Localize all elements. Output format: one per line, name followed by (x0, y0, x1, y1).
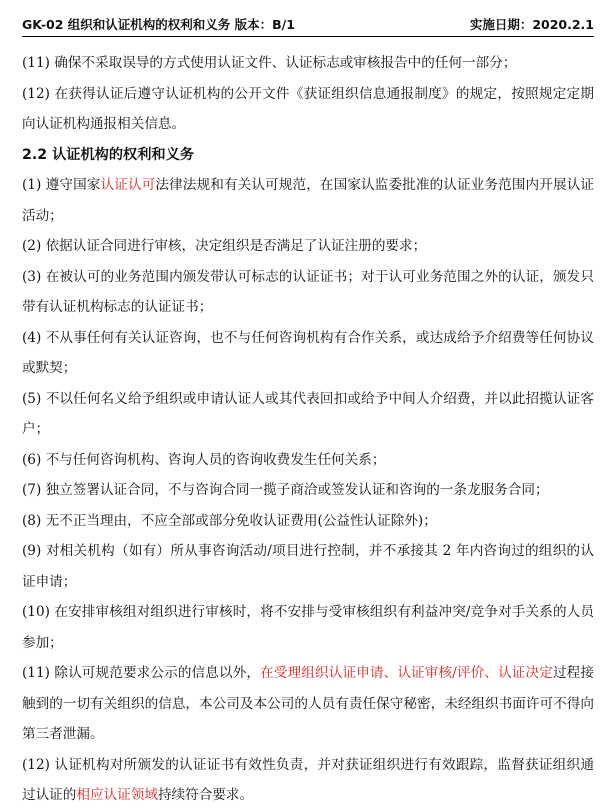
list-item (22, 506, 594, 537)
list-item (22, 475, 594, 506)
list-item (22, 384, 594, 445)
item-highlight: 认证认可 (100, 177, 156, 193)
item-number: (6) (22, 451, 42, 468)
list-item (22, 170, 594, 231)
paragraph-text: 在获得认证后遵守认证机构的公开文件《获证组织信息通报制度》的规定，按照规定定期向认证机构通报相关信息。 (22, 85, 594, 132)
list-item (22, 262, 594, 323)
item-text: 无不正当理由，不应全部或部分免收认证费用(公益性认证除外)； (41, 512, 437, 529)
item-number: (2) (22, 238, 42, 254)
list-item (22, 323, 594, 384)
section-heading: 2.2 认证机构的权利和义务 (22, 146, 194, 163)
document-body (22, 48, 594, 811)
item-text: 在安排审核组对组织进行审核时，将不安排与受审核组织有利益冲突/竞争对手关系的人员参加； (22, 604, 594, 651)
list-item (22, 231, 594, 262)
item-text: 对相关机构（如有）所从事咨询活动/项目进行控制，并不承接其 2 年内咨询过的组织的认证申请； (22, 543, 594, 590)
item-text: 不与任何咨询机构、咨询人员的咨询收费发生任何关系； (41, 451, 386, 468)
item-number: (4) (22, 329, 42, 346)
list-item (22, 750, 594, 811)
document-title: GK-02 组织和认证机构的权利和义务 版本：B/1 (22, 17, 295, 32)
item-text-continued: 法律法规和有关认可规范，在国家认监委批准的认证业务范围内开展认证活动； (22, 177, 594, 224)
list-item (22, 445, 594, 476)
paragraph-12 (22, 79, 594, 140)
item-number: (8) (22, 512, 42, 529)
paragraph-11 (22, 48, 594, 79)
item-text: 在被认可的业务范围内颁发带认可标志的认证证书；对于认可业务范围之外的认证，颁发只带有认证机构标志的认证证书； (22, 268, 594, 315)
item-number: (3) (22, 268, 42, 285)
item-number: (1) (22, 177, 42, 193)
paragraph-number: (11) (22, 55, 50, 71)
list-item (22, 658, 594, 750)
page-header (22, 14, 594, 37)
item-text: 不以任何名义给予组织或申请认证人或其代表回扣或给予中间人介绍费，并以此招揽认证客户； (22, 390, 594, 437)
list-item (22, 597, 594, 658)
paragraph-text: 确保不采取误导的方式使用认证文件、认证标志或审核报告中的任何一部分； (49, 55, 517, 71)
effective-date: 实施日期：2020.2.1 (469, 17, 594, 32)
item-text: 独立签署认证合同，不与咨询合同一揽子商洽或签发认证和咨询的一条龙服务合同； (41, 482, 549, 498)
item-number: (10) (22, 604, 50, 620)
item-number: (5) (22, 390, 42, 407)
item-text: 认证机构对所颁发的认证证书有效性负责，并对获证组织进行有效跟踪，监督获证组织通过认证的 (22, 756, 594, 803)
item-number: (9) (22, 543, 42, 559)
item-text: 不从事任何有关认证咨询，也不与任何咨询机构有合作关系，或达成给予介绍费等任何协议或默契； (22, 329, 594, 376)
item-number: (7) (22, 482, 42, 498)
item-number: (12) (22, 756, 50, 773)
item-text-continued: 过程接触到的一切有关组织的信息，本公司及本公司的人员有责任保守秘密，未经组织书面许可不得向第三者泄漏。 (22, 665, 594, 742)
item-text: 依据认证合同进行审核，决定组织是否满足了认证注册的要求； (41, 238, 427, 254)
item-highlight: 相应认证领域 (76, 787, 158, 803)
item-text: 遵守国家 (41, 177, 101, 193)
obligations-list (22, 170, 594, 811)
list-item (22, 536, 594, 597)
item-text-continued: 持续符合要求。 (157, 787, 254, 803)
item-number: (11) (22, 665, 50, 681)
paragraph-number: (12) (22, 85, 50, 102)
item-text: 除认可规范要求公示的信息以外， (49, 665, 261, 681)
item-highlight: 在受理组织认证申请、认证审核/评价、认证决定 (260, 665, 553, 681)
